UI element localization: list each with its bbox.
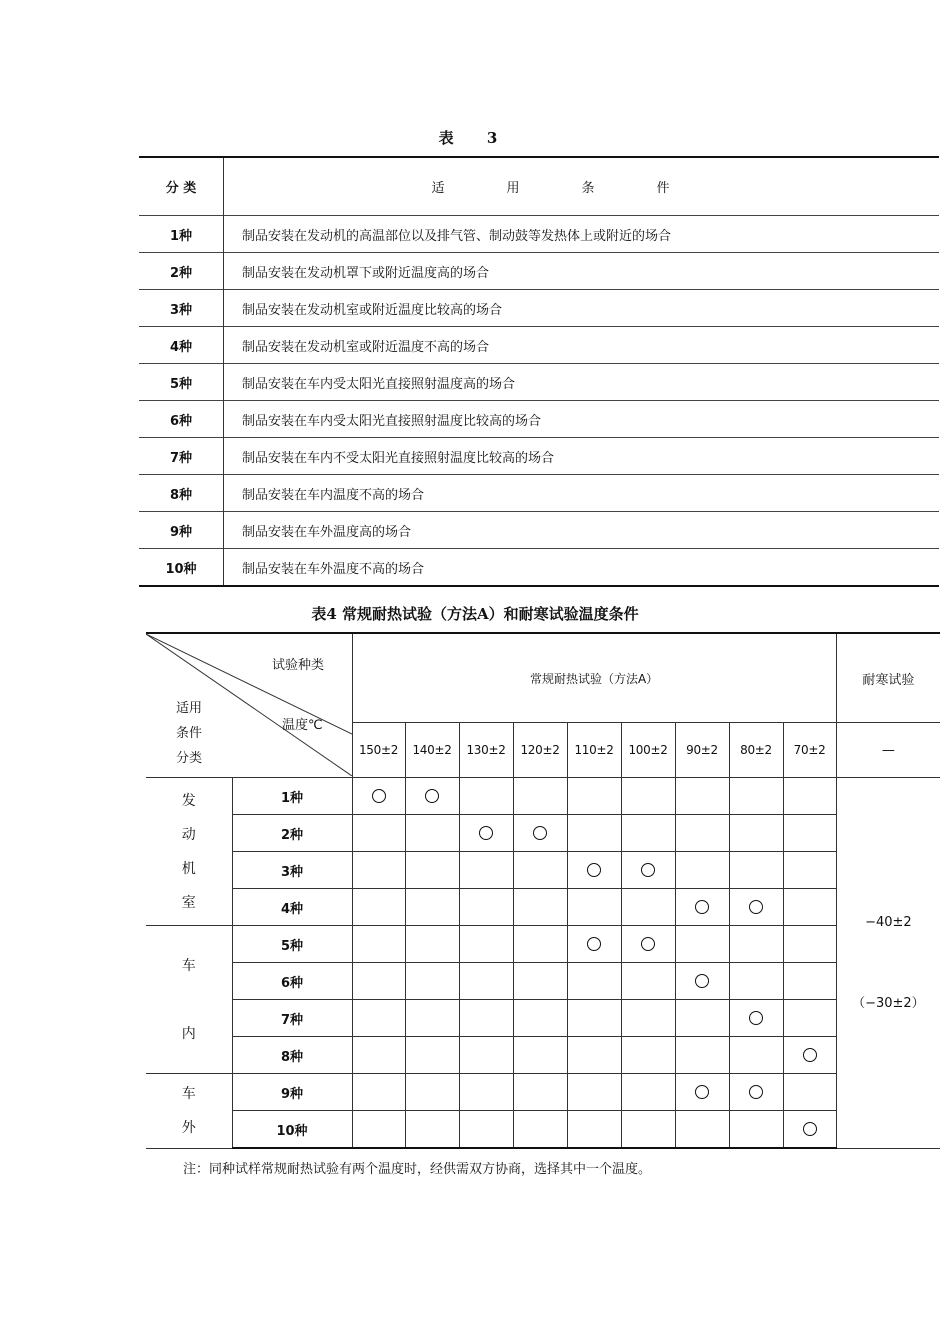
circle-mark-icon (587, 863, 601, 877)
cold-test-value-cell (836, 778, 940, 1149)
table4-mark-cell (621, 1037, 675, 1074)
table3-condition-cell: 制品安装在车外温度高的场合 (224, 512, 940, 549)
table3-category-cell: 4种 (139, 327, 224, 364)
table4-group-cell: 车 内 (146, 926, 232, 1074)
table4-mark-cell (459, 815, 513, 852)
circle-mark-icon (533, 826, 547, 840)
table3-category-cell: 6种 (139, 401, 224, 438)
table4-mark-cell (621, 852, 675, 889)
cold-test-value: −40±2 (865, 914, 912, 930)
table4-mark-cell (405, 1111, 459, 1149)
table4-corner-cell (146, 633, 352, 778)
table4-mark-cell (621, 778, 675, 815)
table4-mark-cell (783, 963, 836, 1000)
table4-mark-cell (405, 1074, 459, 1111)
table3-row (139, 253, 939, 290)
table4-mark-cell (729, 1037, 783, 1074)
table3-row (139, 401, 939, 438)
table4-mark-cell (567, 852, 621, 889)
table4-mark-cell (352, 815, 405, 852)
table4-row (146, 815, 940, 852)
table3-category-cell: 3种 (139, 290, 224, 327)
table4-title: 表4 常规耐热试验（方法A）和耐寒试验温度条件 (311, 605, 639, 623)
table4-mark-cell (783, 852, 836, 889)
table4-mark-cell (675, 852, 729, 889)
table4-mark-cell (783, 1037, 836, 1074)
table4-mark-cell (621, 815, 675, 852)
table4-row (146, 1074, 940, 1111)
temperature-header-cell: 140±2 (405, 723, 459, 778)
temperature-header-cell: 110±2 (567, 723, 621, 778)
table4-mark-cell (459, 852, 513, 889)
table4-mark-cell (621, 1000, 675, 1037)
table3-condition-cell: 制品安装在车内不受太阳光直接照射温度比较高的场合 (224, 438, 940, 475)
circle-mark-icon (749, 1085, 763, 1099)
table4-mark-cell (459, 1037, 513, 1074)
table3-header-row (139, 157, 939, 216)
table4-row (146, 963, 940, 1000)
table4-mark-cell (405, 1037, 459, 1074)
table4-header-row-1 (146, 633, 940, 723)
table4-mark-cell (405, 815, 459, 852)
table4-mark-cell (567, 1000, 621, 1037)
table4-mark-cell (513, 963, 567, 1000)
table4-mark-cell (352, 926, 405, 963)
table4-row (146, 1111, 940, 1149)
table4-row (146, 1037, 940, 1074)
corner-temperature-label: 温度℃ (282, 718, 323, 733)
table4-class-cell: 10种 (232, 1111, 352, 1149)
table4-note: 注：同种试样常规耐热试验有两个温度时，经供需双方协商，选择其中一个温度。 (183, 1162, 652, 1177)
table4-mark-cell (621, 926, 675, 963)
table4-class-cell: 5种 (232, 926, 352, 963)
table4-class-cell: 7种 (232, 1000, 352, 1037)
table4-mark-cell (783, 1111, 836, 1149)
table3-row (139, 364, 939, 401)
table4-mark-cell (783, 889, 836, 926)
table4-mark-cell (352, 963, 405, 1000)
table4-mark-cell (621, 963, 675, 1000)
table4-class-cell: 1种 (232, 778, 352, 815)
table3-condition-cell: 制品安装在车外温度不高的场合 (224, 549, 940, 587)
table4-mark-cell (567, 963, 621, 1000)
table4-mark-cell (567, 1037, 621, 1074)
table4-mark-cell (783, 1074, 836, 1111)
table4-group-cell: 车 外 (146, 1074, 232, 1149)
table4-mark-cell (352, 889, 405, 926)
table4-mark-cell (459, 963, 513, 1000)
table4-mark-cell (675, 778, 729, 815)
table4-group-cell: 发 动 机 室 (146, 778, 232, 926)
table4-mark-cell (405, 926, 459, 963)
table3-row (139, 438, 939, 475)
temperature-header-cell: 70±2 (783, 723, 836, 778)
temperature-header-cell: 150±2 (352, 723, 405, 778)
table4-mark-cell (675, 1074, 729, 1111)
table3-category-cell: 7种 (139, 438, 224, 475)
table4-mark-cell (783, 778, 836, 815)
table4-class-cell: 3种 (232, 852, 352, 889)
corner-condition-label: 适用 条件 分类 (176, 701, 203, 766)
table4-mark-cell (783, 815, 836, 852)
table4-mark-cell (513, 778, 567, 815)
table3-category-cell: 10种 (139, 549, 224, 587)
table4-mark-cell (675, 815, 729, 852)
table4-mark-cell (675, 926, 729, 963)
table4-class-cell: 4种 (232, 889, 352, 926)
table4-class-cell: 2种 (232, 815, 352, 852)
table4-mark-cell (675, 1111, 729, 1149)
table3-row (139, 549, 939, 587)
table3-category-cell: 8种 (139, 475, 224, 512)
table3-condition-cell: 制品安装在车内受太阳光直接照射温度高的场合 (224, 364, 940, 401)
circle-mark-icon (695, 974, 709, 988)
temperature-header-cell: 130±2 (459, 723, 513, 778)
circle-mark-icon (372, 789, 386, 803)
temperature-header-cell: 120±2 (513, 723, 567, 778)
temperature-header-cell: 80±2 (729, 723, 783, 778)
corner-test-type-label: 试验种类 (272, 658, 325, 673)
table3-category-cell: 1种 (139, 216, 224, 253)
table4-mark-cell (675, 1037, 729, 1074)
table4-mark-cell (621, 1074, 675, 1111)
cold-test-value-alt: （−30±2） (852, 995, 925, 1011)
table3-header-category: 分 类 (139, 157, 224, 216)
table4-row (146, 852, 940, 889)
table4-row (146, 926, 940, 963)
table4-mark-cell (459, 1111, 513, 1149)
table3-condition-cell: 制品安装在发动机的高温部位以及排气管、制动鼓等发热体上或附近的场合 (224, 216, 940, 253)
table4-mark-cell (567, 926, 621, 963)
table4-mark-cell (621, 889, 675, 926)
table4-mark-cell (352, 778, 405, 815)
table4-class-cell: 6种 (232, 963, 352, 1000)
table4-mark-cell (352, 1037, 405, 1074)
table4-mark-cell (729, 1000, 783, 1037)
cold-test-header: 耐寒试验 (836, 633, 940, 723)
table4-mark-cell (729, 778, 783, 815)
circle-mark-icon (803, 1048, 817, 1062)
table3-category-cell: 2种 (139, 253, 224, 290)
table4-mark-cell (352, 1000, 405, 1037)
circle-mark-icon (695, 900, 709, 914)
table4-mark-cell (621, 1111, 675, 1149)
circle-mark-icon (803, 1122, 817, 1136)
table4-mark-cell (405, 1000, 459, 1037)
table4-mark-cell (352, 852, 405, 889)
table4-mark-cell (513, 1000, 567, 1037)
table3-row (139, 216, 939, 253)
table4-class-cell: 9种 (232, 1074, 352, 1111)
circle-mark-icon (695, 1085, 709, 1099)
table4-mark-cell (405, 778, 459, 815)
table4-mark-cell (729, 852, 783, 889)
circle-mark-icon (425, 789, 439, 803)
table4-mark-cell (729, 815, 783, 852)
table4-mark-cell (675, 889, 729, 926)
table4-mark-cell (459, 1074, 513, 1111)
table3-category-cell: 5种 (139, 364, 224, 401)
table4-mark-cell (513, 1074, 567, 1111)
table4-mark-cell (729, 1111, 783, 1149)
table4-mark-cell (513, 1111, 567, 1149)
table4-mark-cell (567, 889, 621, 926)
table4-mark-cell (405, 852, 459, 889)
table4-mark-cell (729, 963, 783, 1000)
heat-test-header: 常规耐热试验（方法A） (352, 633, 836, 723)
table3-category-cell: 9种 (139, 512, 224, 549)
table3-header-condition: 适用条件 (224, 157, 940, 216)
table4-mark-cell (567, 1074, 621, 1111)
table3-condition-cell: 制品安装在车内受太阳光直接照射温度比较高的场合 (224, 401, 940, 438)
circle-mark-icon (749, 900, 763, 914)
table4-mark-cell (405, 889, 459, 926)
table4-mark-cell (567, 1111, 621, 1149)
circle-mark-icon (641, 937, 655, 951)
table4-mark-cell (513, 852, 567, 889)
table4-mark-cell (783, 926, 836, 963)
circle-mark-icon (479, 826, 493, 840)
table4-mark-cell (567, 815, 621, 852)
table4-mark-cell (459, 1000, 513, 1037)
table3 (139, 156, 939, 587)
table4-mark-cell (352, 1111, 405, 1149)
table3-condition-cell: 制品安装在车内温度不高的场合 (224, 475, 940, 512)
cold-temp-header-cell: — (836, 723, 940, 778)
table4-mark-cell (352, 1074, 405, 1111)
circle-mark-icon (587, 937, 601, 951)
table4-mark-cell (729, 926, 783, 963)
table4-mark-cell (459, 889, 513, 926)
temperature-header-cell: 100±2 (621, 723, 675, 778)
table4-mark-cell (567, 778, 621, 815)
table3-row (139, 290, 939, 327)
table3-row (139, 475, 939, 512)
table4-mark-cell (513, 926, 567, 963)
table4 (146, 632, 940, 1149)
table4-mark-cell (675, 1000, 729, 1037)
table3-title: 表 3 (438, 129, 512, 147)
table4-mark-cell (783, 1000, 836, 1037)
table3-row (139, 327, 939, 364)
table4-mark-cell (459, 778, 513, 815)
table4-mark-cell (405, 963, 459, 1000)
table3-condition-cell: 制品安装在发动机室或附近温度不高的场合 (224, 327, 940, 364)
circle-mark-icon (641, 863, 655, 877)
table4-row (146, 778, 940, 815)
table4-mark-cell (459, 926, 513, 963)
table4-mark-cell (513, 1037, 567, 1074)
table3-condition-cell: 制品安装在发动机罩下或附近温度高的场合 (224, 253, 940, 290)
table4-mark-cell (729, 889, 783, 926)
table3-condition-cell: 制品安装在发动机室或附近温度比较高的场合 (224, 290, 940, 327)
table4-mark-cell (513, 889, 567, 926)
circle-mark-icon (749, 1011, 763, 1025)
table4-mark-cell (729, 1074, 783, 1111)
table4-row (146, 1000, 940, 1037)
table4-class-cell: 8种 (232, 1037, 352, 1074)
table3-row (139, 512, 939, 549)
table4-mark-cell (675, 963, 729, 1000)
table4-mark-cell (513, 815, 567, 852)
temperature-header-cell: 90±2 (675, 723, 729, 778)
table4-row (146, 889, 940, 926)
